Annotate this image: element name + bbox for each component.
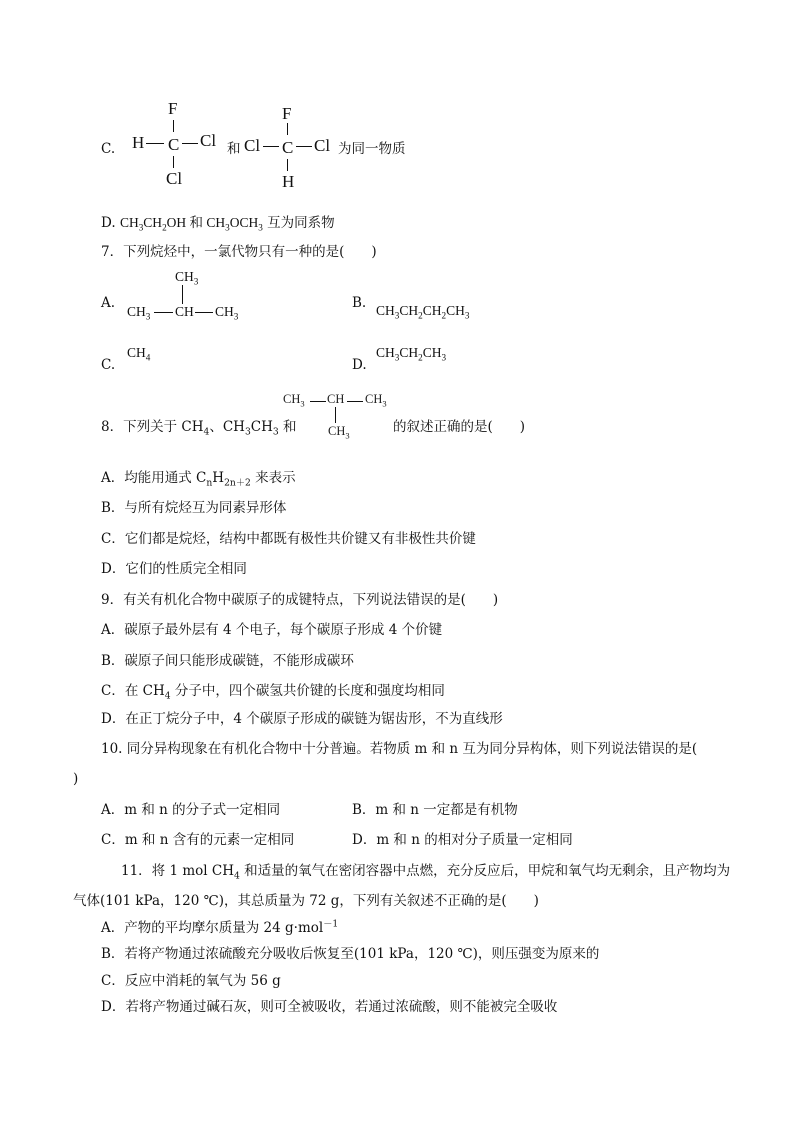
atom-top: F [282,104,292,123]
atom-bottom: Cl [166,169,183,188]
q8-option-d: D．它们的性质完全相同 [101,561,247,577]
q10-option-d: D．m 和 n 的相对分子质量一定相同 [352,832,573,848]
option-label: D. [101,215,116,231]
q7-option-a-structure [127,270,257,320]
atom-right: Cl [200,131,217,150]
branch-group: $CH_3$ [328,424,350,441]
formula: $CH_3CH_2OH$ 和 $CH_3OCH_3$ [119,215,263,233]
branch-group: $CH_3$ [175,269,199,287]
q9-option-c: C．在 $CH_4$ 分子中，四个碳氢共价键的长度和强度均相同 [101,683,445,702]
q8-option-a: A．均能用通式 $C_nH_{2n+2}$ 来表示 [101,470,296,489]
q7-option-c-label: C. [101,357,116,373]
q10-option-b: B．m 和 n 一定都是有机物 [352,802,518,818]
question-10-stem-cont: ) [73,771,79,787]
question-8-stem: 8．下列关于 $CH_4$、$CH_3CH_3$ 和 [101,419,297,438]
question-8-stem-end: 的叙述正确的是( ) [393,419,526,435]
q9-option-b: B．碳原子间只能形成碳链，不能形成碳环 [101,653,354,669]
q9-option-d: D．在正丁烷分子中，4 个碳原子形成的碳链为锯齿形，不为直线形 [101,711,503,727]
atom-right: Cl [314,136,331,155]
option-label: C. [101,141,116,157]
question-10-stem: 10. 同分异构现象在有机化合物中十分普遍。若物质 m 和 n 互为同分异构体，则下列说法错误的是( [101,741,698,757]
q7-option-b-label: B. [352,295,367,311]
chain-group: $CH_3$ [127,304,151,322]
q10-option-c: C．m 和 n 含有的元素一定相同 [101,832,295,848]
chain-group: CH [327,392,345,406]
conjunction: 和 [227,141,241,157]
question-9-stem: 9．有关有机化合物中碳原子的成键特点，下列说法错误的是( ) [101,592,499,608]
question-11-stem: 11．将 1 mol $CH_4$ 和适量的氧气在密闭容器中点燃，充分反应后，甲烷和氧气均无剩余，且产物均为 [121,863,731,882]
q8-structural-formula [283,393,398,443]
q11-option-b: B．若将产物通过浓硫酸充分吸收后恢复至(101 kPa，120 ℃)，则压强变为原来的 [101,946,600,962]
option-text: 互为同系物 [262,215,335,231]
q7-option-d-formula: $CH_3CH_2CH_3$ [376,345,447,363]
q6-option-d [101,216,335,231]
q10-option-a: A．m 和 n 的分子式一定相同 [101,802,281,818]
q7-option-a-label: A. [101,295,116,311]
chain-group: $CH_3$ [283,392,305,409]
question-11-stem-cont: 气体(101 kPa，120 ℃)，其总质量为 72 g，下列有关叙述不正确的是( ) [73,893,539,909]
q7-option-b-formula: $CH_3CH_2CH_2CH_3$ [376,303,470,321]
structural-formula-1 [128,98,228,188]
atom-bottom: H [282,172,295,191]
question-7-stem: 7．下列烷烃中，一氯代物只有一种的是( ) [101,244,377,260]
q7-option-d-label: D. [352,357,367,373]
atom-top: F [168,99,178,118]
structural-formula-2 [242,103,342,193]
q11-option-c: C．反应中消耗的氧气为 56 g [101,973,281,989]
q8-option-b: B．与所有烷烃互为同素异形体 [101,500,287,516]
q7-option-c-formula: $CH_4$ [127,345,151,363]
chain-group: CH [175,304,194,319]
q9-option-a: A．碳原子最外层有 4 个电子，每个碳原子形成 4 个价键 [101,622,443,638]
chain-group: $CH_3$ [215,304,239,322]
option-text: 为同一物质 [338,141,406,157]
q11-option-a: A．产物的平均摩尔质量为 24 g·mol$^{-1}$ [101,918,339,936]
q8-option-c: C．它们都是烷烃，结构中都既有极性共价键又有非极性共价键 [101,531,476,547]
atom-left: H [132,133,145,152]
atom-center: C [168,135,180,154]
atom-left: Cl [244,136,261,155]
q11-option-d: D．若将产物通过碱石灰，则可全被吸收，若通过浓硫酸，则不能被完全吸收 [101,999,558,1015]
atom-center: C [282,138,294,157]
chain-group: $CH_3$ [365,392,387,409]
